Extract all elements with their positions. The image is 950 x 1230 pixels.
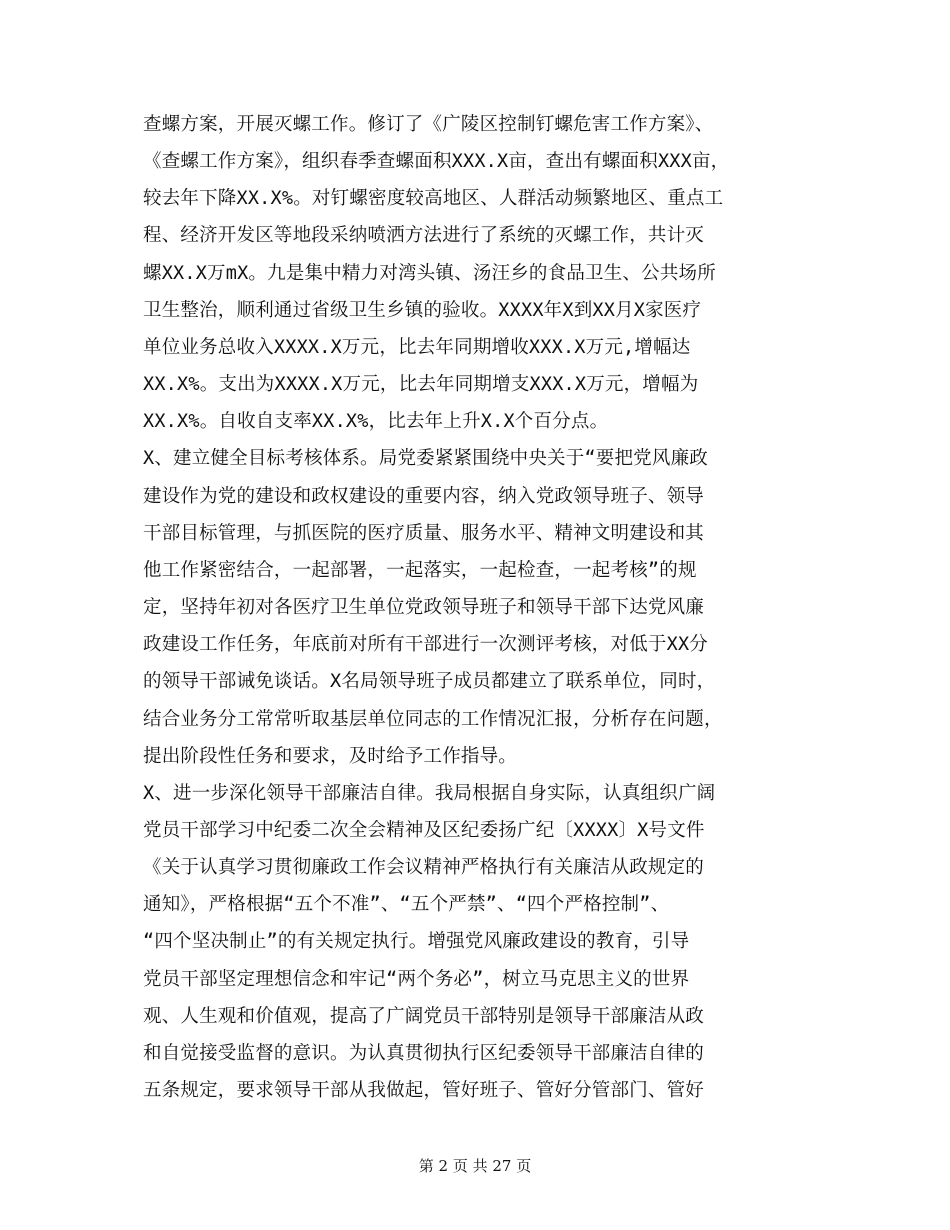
text-line: 观、人生观和价值观，提高了广阔党员干部特别是领导干部廉洁从政 (143, 1006, 705, 1027)
text-line: 建设作为党的建设和政权建设的重要内容，纳入党政领导班子、领导 (143, 486, 705, 507)
text-line: 查螺方案，开展灭螺工作。修订了《广陵区控制钉螺危害工作方案》、 (143, 114, 714, 135)
text-line: X、进一步深化领导干部廉洁自律。我局根据自身实际，认真组织广阔 (143, 783, 716, 804)
text-line: 和自觉接受监督的意识。为认真贯彻执行区纪委领导干部廉洁自律的 (143, 1043, 705, 1064)
text-line: 的领导干部诫免谈话。X名局领导班子成员都建立了联系单位，同时， (143, 671, 716, 692)
text-line: 《查螺工作方案》，组织春季查螺面积XXX.X亩，查出有螺面积XXX亩， (143, 151, 730, 172)
text-line: 螺XX.X万mX。九是集中精力对湾头镇、汤汪乡的食品卫生、公共场所 (143, 263, 716, 284)
page-number-footer: 第 2 页 共 27 页 (418, 1157, 532, 1175)
text-line: 《关于认真学习贯彻廉政工作会议精神严格执行有关廉洁从政规定的 (143, 857, 705, 878)
text-line: XX.X%。自收自支率XX.X%，比去年上升X.X个百分点。 (143, 411, 609, 432)
text-line: 党员干部学习中纪委二次全会精神及区纪委扬广纪〔XXXX〕X号文件 (143, 820, 705, 841)
text-line: 政建设工作任务，年底前对所有干部进行一次测评考核，对低于XX分 (143, 634, 708, 655)
text-line: 五条规定，要求领导干部从我做起，管好班子、管好分管部门、管好 (143, 1080, 705, 1101)
text-line: 单位业务总收入XXXX.X万元，比去年同期增收XXX.X万元,增幅达 (143, 337, 691, 358)
text-line: 党员干部坚定理想信念和牢记“两个务必”，树立马克思主义的世界 (143, 969, 690, 990)
text-line: 他工作紧密结合，一起部署，一起落实，一起检查，一起考核”的规 (143, 560, 697, 581)
text-line: 结合业务分工常常听取基层单位同志的工作情况汇报，分析存在问题， (143, 709, 723, 730)
text-line: XX.X%。支出为XXXX.X万元，比去年同期增支XXX.X万元，增幅为 (143, 374, 699, 395)
text-line: X、建立健全目标考核体系。局党委紧紧围绕中央关于“要把党风廉政 (143, 448, 708, 469)
text-line: 定，坚持年初对各医疗卫生单位党政领导班子和领导干部下达党风廉 (143, 597, 705, 618)
text-line: 卫生整治，顺利通过省级卫生乡镇的验收。XXXX年X到XX月X家医疗 (143, 300, 702, 321)
text-line: 较去年下降XX.X%。对钉螺密度较高地区、人群活动频繁地区、重点工 (143, 188, 724, 209)
text-line: “四个坚决制止”的有关规定执行。增强党风廉政建设的教育，引导 (143, 931, 690, 952)
text-line: 干部目标管理，与抓医院的医疗质量、服务水平、精神文明建设和其 (143, 523, 705, 544)
text-line: 程、经济开发区等地段采纳喷洒方法进行了系统的灭螺工作，共计灭 (143, 225, 705, 246)
text-line: 通知》，严格根据“五个不准”、“五个严禁”、“四个严格控制”、 (143, 894, 670, 915)
text-line: 提出阶段性任务和要求，及时给予工作指导。 (143, 746, 518, 767)
